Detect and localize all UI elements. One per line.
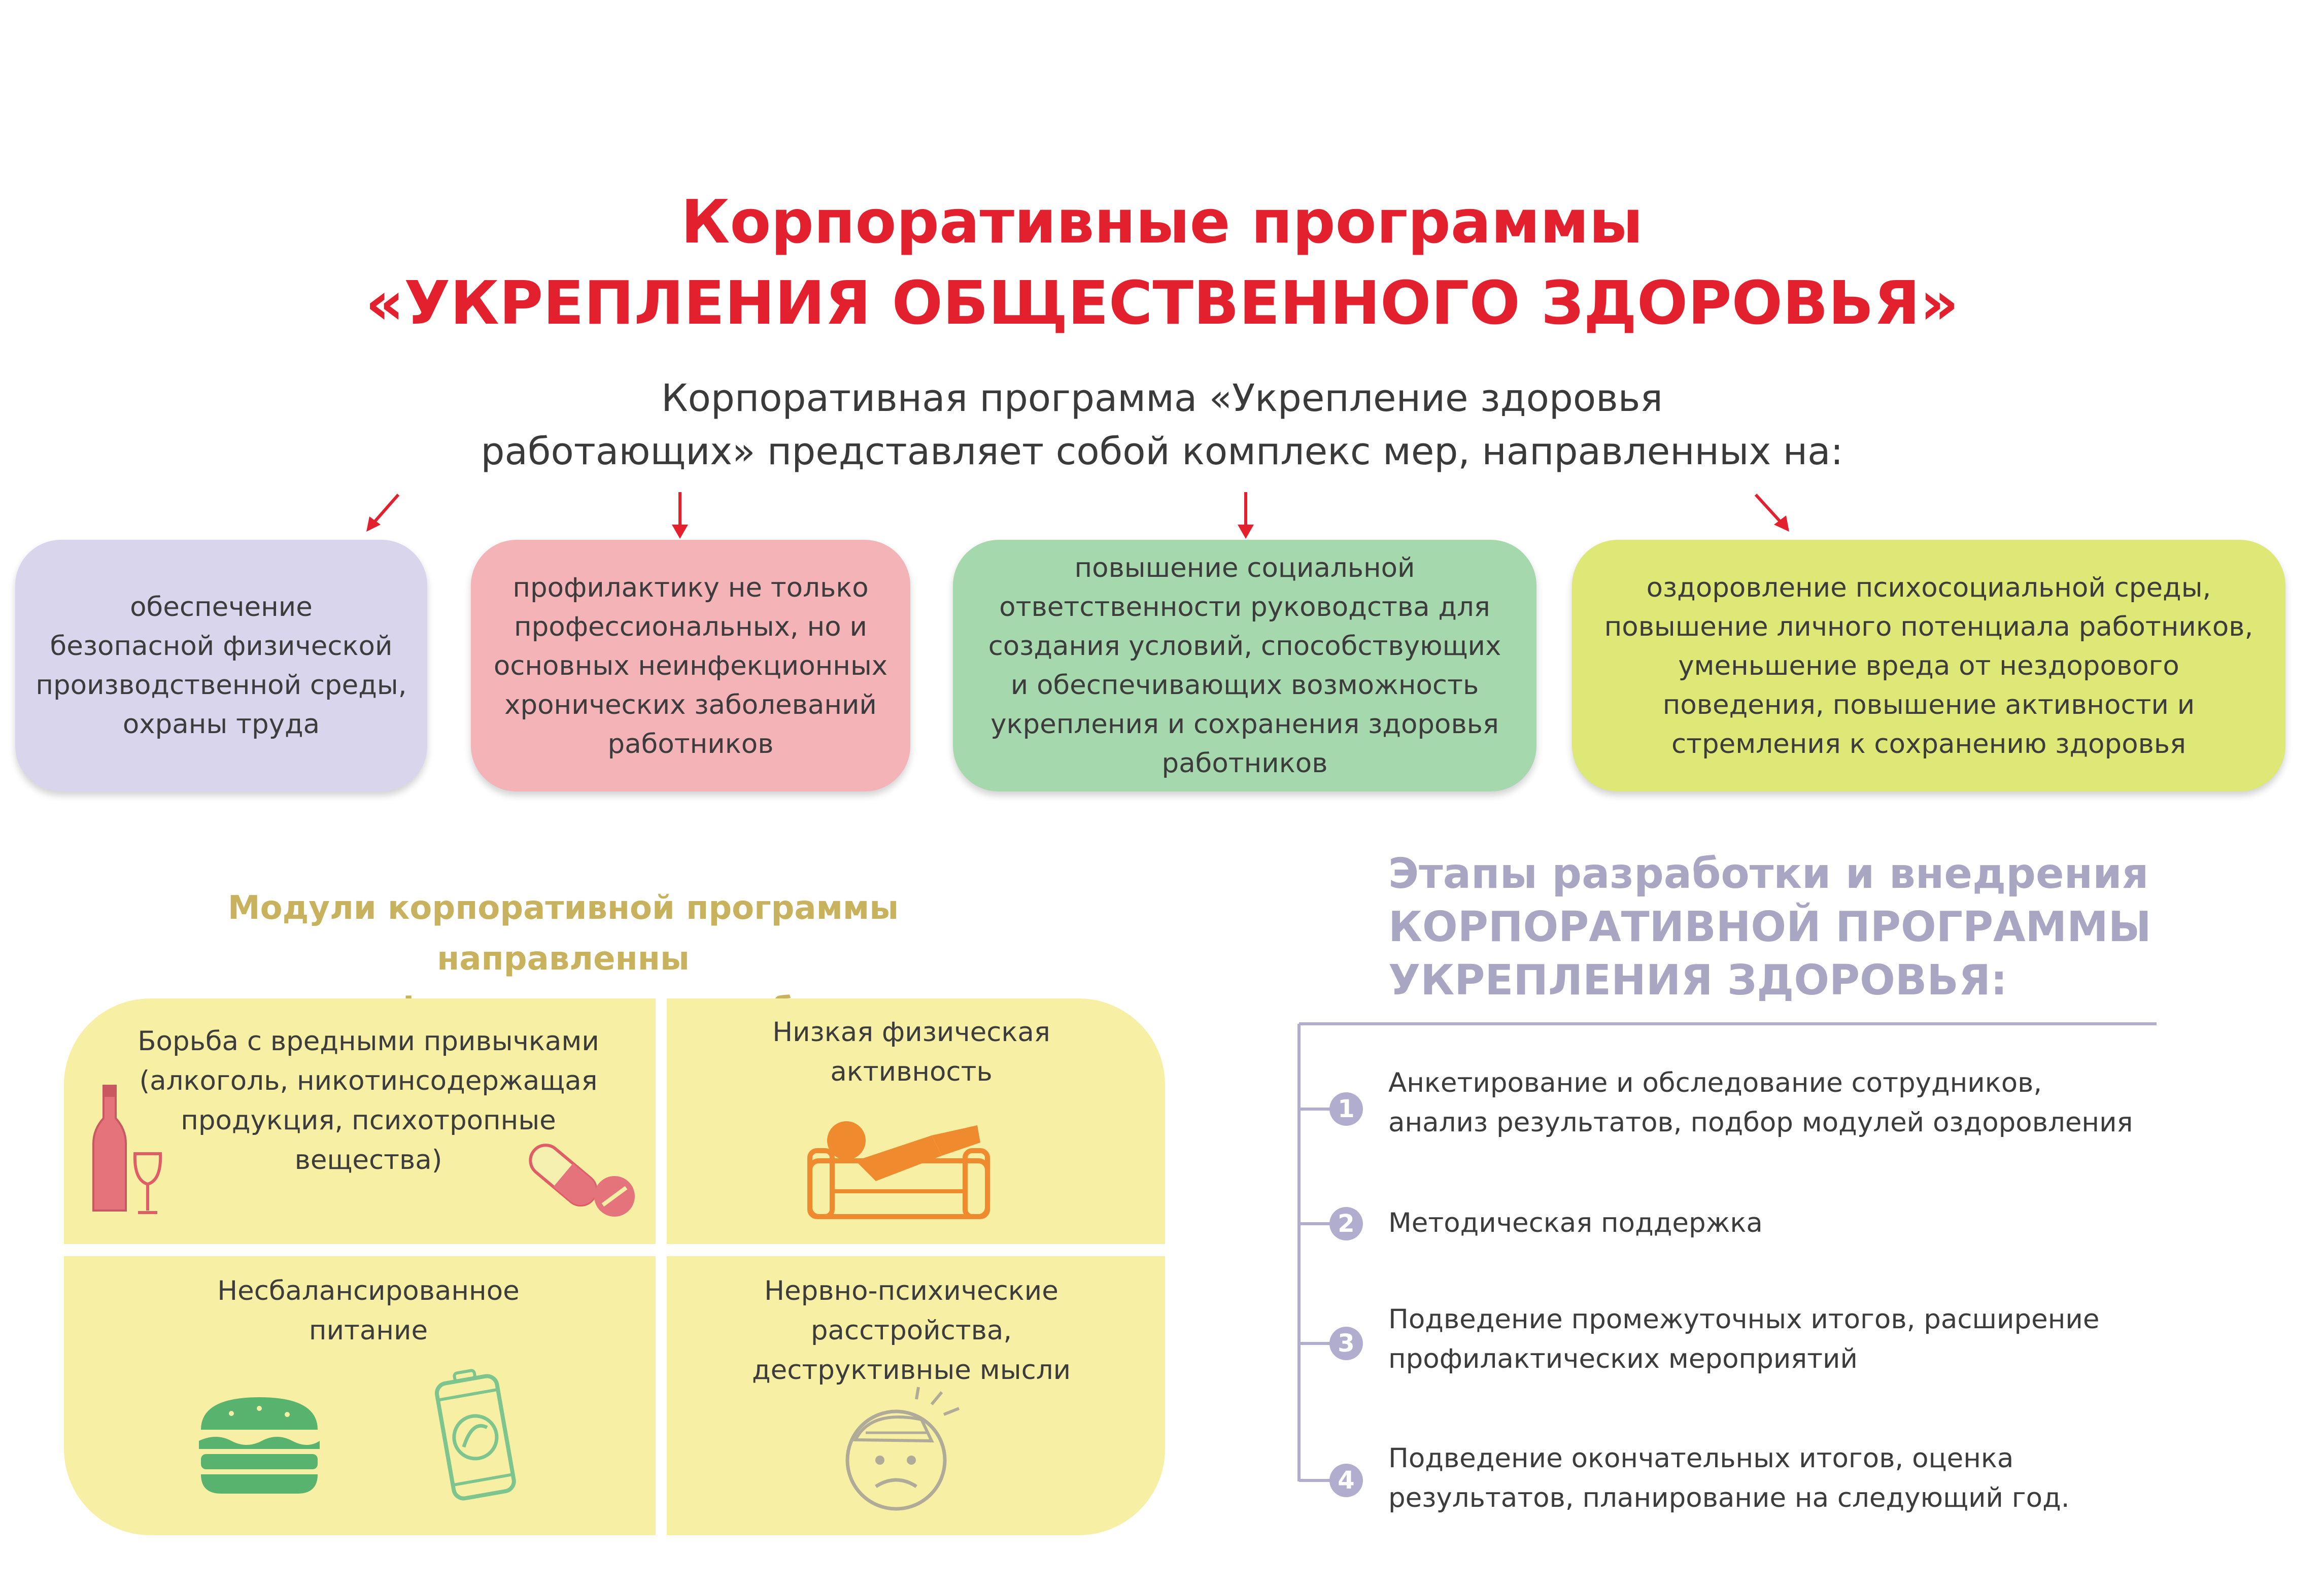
title-line-1: Корпоративные программы — [680, 187, 1644, 257]
measure-line: хронических заболеваний — [504, 689, 877, 720]
module-line: активность — [830, 1056, 993, 1087]
stage-line: Подведение окончательных итогов, оценка — [1388, 1443, 2014, 1474]
measure-line: оздоровление психосоциальной среды, — [1646, 572, 2211, 603]
module-low-activity-text — [678, 1013, 1145, 1092]
stage-number-badge: 1 — [1329, 1092, 1363, 1126]
module-line: вещества) — [294, 1145, 442, 1176]
stage-line: профилактических мероприятий — [1388, 1343, 1858, 1374]
stage-item-4 — [1388, 1439, 2180, 1518]
stages-heading-line-2: КОРПОРАТИВНОЙ ПРОГРАММЫ — [1388, 903, 2151, 951]
modules-heading-line-1: Модули корпоративной программы направленны — [227, 889, 899, 978]
measure-line: укрепления и сохранения здоровья — [990, 709, 1499, 740]
measure-box-physical-safety — [15, 540, 427, 791]
module-line: питание — [309, 1315, 428, 1346]
measure-box-social-responsibility — [953, 540, 1536, 791]
measure-line: ответственности руководства для — [999, 592, 1490, 623]
module-line: Нервно-психические — [764, 1275, 1058, 1306]
measure-line: стремления к сохранению здоровья — [1671, 728, 2186, 759]
stage-line: анализ результатов, подбор модулей оздоровления — [1388, 1107, 2133, 1138]
person-on-couch-icon — [805, 1105, 993, 1227]
measure-line: работников — [607, 728, 774, 759]
measure-line: уменьшение вреда от нездорового — [1678, 650, 2179, 681]
measure-box-prevention — [471, 540, 910, 791]
measure-line: основных неинфекционных — [493, 650, 888, 681]
stage-line: результатов, планирование на следующий год. — [1388, 1482, 2070, 1513]
module-diet-text — [94, 1271, 642, 1351]
module-line: Несбалансированное — [217, 1275, 520, 1306]
stage-number-badge: 4 — [1329, 1464, 1363, 1497]
measure-line: работников — [1161, 748, 1328, 779]
module-line: расстройства, — [810, 1315, 1012, 1346]
measure-line: поведения, повышение активности и — [1662, 689, 2195, 720]
stage-line: Подведение промежуточных итогов, расширение — [1388, 1304, 2100, 1335]
measure-line: обеспечение — [130, 592, 313, 623]
wine-bottle-icon — [89, 1083, 130, 1215]
measure-line: и обеспечивающих возможность — [1010, 670, 1479, 701]
measure-line: повышение социальной — [1074, 552, 1415, 583]
stages-heading-line-1: Этапы разработки и внедрения — [1388, 850, 2149, 898]
measure-line: производственной среды, — [36, 670, 407, 701]
module-line: Борьба с вредными привычками — [138, 1026, 599, 1057]
stage-item-3 — [1388, 1300, 2180, 1379]
arrow-down-left-icon — [355, 487, 411, 543]
stage-line: Анкетирование и обследование сотрудников, — [1388, 1067, 2042, 1098]
measure-line: профилактику не только — [512, 572, 869, 603]
modules-panel — [64, 998, 1165, 1535]
sad-face-icon — [835, 1384, 972, 1516]
module-line: (алкоголь, никотинсодержащая — [139, 1065, 598, 1096]
modules-divider-horizontal — [64, 1244, 1165, 1256]
wine-glass-icon — [130, 1151, 165, 1217]
stage-item-2 — [1388, 1203, 2180, 1243]
arrow-down-icon — [1231, 488, 1261, 544]
stage-line: Методическая поддержка — [1388, 1207, 1763, 1238]
measure-line: профессиональных, но и — [514, 611, 867, 642]
module-line: продукция, психотропные — [181, 1105, 556, 1136]
stage-number-badge: 2 — [1329, 1207, 1363, 1240]
arrow-down-right-icon — [1746, 487, 1801, 543]
pill-tablet-icon — [592, 1173, 637, 1219]
title-line-2: «УКРЕПЛЕНИЯ ОБЩЕСТВЕННОГО ЗДОРОВЬЯ» — [365, 268, 1959, 338]
stages-heading — [1388, 847, 2276, 1007]
arrow-down-icon — [665, 488, 695, 544]
stage-item-1 — [1388, 1063, 2180, 1143]
stage-number-badge: 3 — [1329, 1327, 1363, 1360]
intro-line-2: работающих» представляет собой комплекс мер, направленных на: — [481, 430, 1843, 473]
module-line: деструктивные мысли — [751, 1355, 1071, 1386]
module-line: Низкая физическая — [772, 1017, 1050, 1048]
measure-line: безопасной физической — [50, 631, 393, 662]
burger-icon — [196, 1394, 323, 1496]
measure-box-psychosocial — [1572, 540, 2285, 791]
measure-line: охраны труда — [122, 709, 320, 740]
modules-divider-vertical — [656, 998, 667, 1535]
module-mental-text — [678, 1271, 1145, 1390]
measure-line: создания условий, способствующих — [988, 631, 1501, 662]
intro-line-1: Корпоративная программа «Укрепление здоровья — [661, 376, 1663, 420]
soda-can-icon — [429, 1364, 521, 1506]
measure-line: повышение личного потенциала работников, — [1604, 611, 2253, 642]
stages-heading-line-3: УКРЕПЛЕНИЯ ЗДОРОВЬЯ: — [1388, 956, 2007, 1005]
